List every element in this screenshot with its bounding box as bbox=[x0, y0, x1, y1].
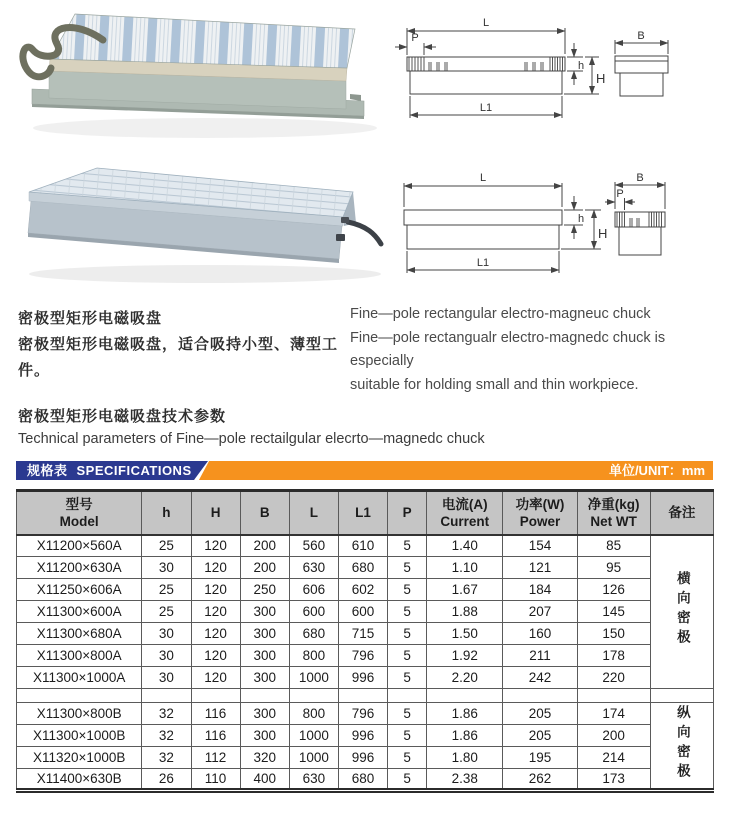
cell-P: 5 bbox=[388, 667, 427, 689]
cell-L1: 796 bbox=[338, 645, 387, 667]
cell-H: 120 bbox=[191, 645, 240, 667]
end-view-base bbox=[620, 73, 663, 96]
cell-weight: 200 bbox=[577, 725, 650, 747]
cell-H: 110 bbox=[191, 769, 240, 791]
cell-current: 2.20 bbox=[427, 667, 503, 689]
cell-P: 5 bbox=[388, 747, 427, 769]
cell-h: 30 bbox=[142, 623, 191, 645]
table-row bbox=[17, 703, 714, 725]
cell-h: 30 bbox=[142, 667, 191, 689]
spec-bar-unit: 单位/UNIT：mm bbox=[608, 463, 705, 478]
table-header-row bbox=[17, 491, 714, 535]
dim-label-L1: L1 bbox=[476, 257, 490, 269]
cell-L1: 996 bbox=[338, 725, 387, 747]
tech-heading-en: Technical parameters of Fine—pole rectailgular elecrto—magnedc chuck bbox=[18, 431, 485, 447]
specifications-table bbox=[16, 489, 714, 793]
cell-weight: 173 bbox=[577, 769, 650, 791]
spec-bar-title bbox=[27, 461, 201, 480]
cell-power: 160 bbox=[503, 623, 577, 645]
cell-current: 1.86 bbox=[427, 703, 503, 725]
col-header-current: 电流(A) Current bbox=[427, 491, 503, 535]
chuck-top-surface bbox=[50, 14, 355, 68]
cell-model: X11300×1000A bbox=[17, 667, 142, 689]
cell-P: 5 bbox=[388, 725, 427, 747]
cell-B: 300 bbox=[240, 703, 289, 725]
dim-label-B: B bbox=[637, 30, 645, 42]
cell-h: 30 bbox=[142, 557, 191, 579]
dim-extension bbox=[404, 183, 562, 207]
cell-H: 120 bbox=[191, 579, 240, 601]
cell-power: 211 bbox=[503, 645, 577, 667]
cell-L: 1000 bbox=[289, 667, 338, 689]
col-header-B: B bbox=[240, 491, 289, 535]
cell-L: 800 bbox=[289, 703, 338, 725]
col-header-L: L bbox=[289, 491, 338, 535]
table-row bbox=[17, 601, 714, 623]
cell-model: X11300×800A bbox=[17, 645, 142, 667]
table-row bbox=[17, 725, 714, 747]
cell-h: 32 bbox=[142, 703, 191, 725]
cell-current: 1.10 bbox=[427, 557, 503, 579]
cell-L: 560 bbox=[289, 535, 338, 557]
pole-stripes-left bbox=[409, 57, 447, 71]
table-row bbox=[17, 579, 714, 601]
cell-current: 1.80 bbox=[427, 747, 503, 769]
description-cn bbox=[18, 306, 348, 384]
cell-L1: 715 bbox=[338, 623, 387, 645]
cell-power: 154 bbox=[503, 535, 577, 557]
power-cable bbox=[348, 222, 381, 244]
col-header-L1: L1 bbox=[338, 491, 387, 535]
dim-label-P: P bbox=[411, 32, 419, 44]
table-row bbox=[17, 535, 714, 557]
side-view-base bbox=[410, 71, 562, 94]
cell-P: 5 bbox=[388, 645, 427, 667]
end-view-base bbox=[619, 227, 661, 255]
cell-weight: 214 bbox=[577, 747, 650, 769]
cell-H: 116 bbox=[191, 703, 240, 725]
cell-power: 205 bbox=[503, 703, 577, 725]
cell-h: 26 bbox=[142, 769, 191, 791]
cell-model: X11200×630A bbox=[17, 557, 142, 579]
cell-B: 300 bbox=[240, 667, 289, 689]
dim-label-h: h bbox=[578, 213, 585, 225]
side-view-base bbox=[407, 225, 559, 249]
chuck-mount-notch bbox=[350, 94, 361, 101]
cell-model: X11300×800B bbox=[17, 703, 142, 725]
cell-B: 300 bbox=[240, 645, 289, 667]
cell-model: X11300×680A bbox=[17, 623, 142, 645]
cable-terminal bbox=[336, 234, 345, 241]
description-en-body-2: suitable for holding small and thin workpiece. bbox=[350, 376, 639, 393]
cell-H: 120 bbox=[191, 601, 240, 623]
photo-shadow bbox=[33, 118, 377, 138]
cell-power: 262 bbox=[503, 769, 577, 791]
remark-vertical-text: 纵向密极 bbox=[674, 705, 690, 783]
cell-B: 320 bbox=[240, 747, 289, 769]
cell-weight: 126 bbox=[577, 579, 650, 601]
cell-B: 250 bbox=[240, 579, 289, 601]
cell-h: 25 bbox=[142, 601, 191, 623]
cell-L: 600 bbox=[289, 601, 338, 623]
cell-L1: 600 bbox=[338, 601, 387, 623]
cell-H: 120 bbox=[191, 535, 240, 557]
col-header-power: 功率(W) Power bbox=[503, 491, 577, 535]
cell-weight: 174 bbox=[577, 703, 650, 725]
cell-H: 120 bbox=[191, 623, 240, 645]
cell-L1: 996 bbox=[338, 747, 387, 769]
cell-H: 120 bbox=[191, 667, 240, 689]
dim-label-L1: L1 bbox=[479, 102, 493, 114]
col-header-h: h bbox=[142, 491, 191, 535]
photo-shadow bbox=[29, 265, 381, 283]
cell-L1: 610 bbox=[338, 535, 387, 557]
end-view-top-plate bbox=[615, 212, 665, 227]
cell-weight: 95 bbox=[577, 557, 650, 579]
cell-h: 32 bbox=[142, 725, 191, 747]
side-view-top-plate bbox=[404, 210, 562, 225]
remark-cell bbox=[650, 703, 713, 791]
cell-P: 5 bbox=[388, 703, 427, 725]
cell-power: 207 bbox=[503, 601, 577, 623]
cell-power: 205 bbox=[503, 725, 577, 747]
cell-B: 400 bbox=[240, 769, 289, 791]
spec-bar-title-cn: 规格表 bbox=[27, 463, 68, 478]
table-row bbox=[17, 623, 714, 645]
cell-L: 680 bbox=[289, 623, 338, 645]
product-photo-longitudinal-pole-chuck bbox=[15, 160, 393, 295]
dim-label-L: L bbox=[482, 17, 490, 29]
col-header-remark: 备注 bbox=[650, 491, 713, 535]
remark-cell bbox=[650, 535, 713, 689]
spacer-row bbox=[17, 689, 714, 703]
cell-L: 800 bbox=[289, 645, 338, 667]
cell-L1: 796 bbox=[338, 703, 387, 725]
spec-bar-title-en: SPECIFICATIONS bbox=[76, 463, 192, 478]
cell-model: X11300×600A bbox=[17, 601, 142, 623]
cell-P: 5 bbox=[388, 601, 427, 623]
col-header-P: P bbox=[388, 491, 427, 535]
cell-L1: 996 bbox=[338, 667, 387, 689]
end-view-top-plate bbox=[615, 56, 668, 73]
cable-terminal bbox=[341, 217, 349, 223]
cell-power: 242 bbox=[503, 667, 577, 689]
cell-weight: 145 bbox=[577, 601, 650, 623]
cell-weight: 220 bbox=[577, 667, 650, 689]
cell-h: 25 bbox=[142, 535, 191, 557]
cell-model: X11200×560A bbox=[17, 535, 142, 557]
cell-P: 5 bbox=[388, 579, 427, 601]
dim-label-B: B bbox=[636, 172, 644, 184]
dim-label-L: L bbox=[479, 172, 487, 184]
description-en-title: Fine—pole rectangular electro-magneuc chuck bbox=[350, 306, 651, 322]
col-header-H: H bbox=[191, 491, 240, 535]
description-en-body-1: Fine—pole rectangualr electro-magnedc chuck is especially bbox=[350, 329, 666, 369]
cell-model: X11400×630B bbox=[17, 769, 142, 791]
description-cn-body: 密极型矩形电磁吸盘，适合吸持小型、薄型工件。 bbox=[18, 336, 339, 379]
col-header-model: 型号 Model bbox=[17, 491, 142, 535]
remark-vertical-text: 横向密极 bbox=[674, 571, 690, 650]
col-header-weight: 净重(kg) Net WT bbox=[577, 491, 650, 535]
cell-H: 112 bbox=[191, 747, 240, 769]
cell-L: 1000 bbox=[289, 725, 338, 747]
description-en bbox=[350, 303, 724, 397]
dim-extension bbox=[407, 28, 565, 54]
cell-P: 5 bbox=[388, 769, 427, 791]
pole-stripes-right bbox=[525, 57, 563, 71]
dim-label-H: H bbox=[598, 226, 608, 241]
cell-L: 630 bbox=[289, 557, 338, 579]
table-row bbox=[17, 557, 714, 579]
pole-stripes-end-view bbox=[617, 212, 662, 227]
dimension-diagram-type-b bbox=[393, 162, 725, 302]
cell-weight: 178 bbox=[577, 645, 650, 667]
cell-current: 1.86 bbox=[427, 725, 503, 747]
cell-current: 1.67 bbox=[427, 579, 503, 601]
cell-power: 195 bbox=[503, 747, 577, 769]
table-row bbox=[17, 769, 714, 791]
cell-power: 121 bbox=[503, 557, 577, 579]
product-photo-transverse-pole-chuck bbox=[5, 2, 377, 155]
cell-L1: 602 bbox=[338, 579, 387, 601]
cell-B: 300 bbox=[240, 623, 289, 645]
dim-extension bbox=[407, 43, 424, 55]
tech-heading bbox=[18, 405, 718, 447]
cell-weight: 85 bbox=[577, 535, 650, 557]
cell-h: 32 bbox=[142, 747, 191, 769]
dim-label-H: H bbox=[596, 71, 606, 86]
cell-B: 200 bbox=[240, 535, 289, 557]
table-row bbox=[17, 645, 714, 667]
table-row bbox=[17, 747, 714, 769]
cell-B: 300 bbox=[240, 725, 289, 747]
cell-model: X11300×1000B bbox=[17, 725, 142, 747]
cell-h: 30 bbox=[142, 645, 191, 667]
cell-B: 200 bbox=[240, 557, 289, 579]
dimension-diagram-type-a bbox=[393, 10, 725, 140]
cell-current: 1.92 bbox=[427, 645, 503, 667]
cell-current: 1.50 bbox=[427, 623, 503, 645]
table-row bbox=[17, 667, 714, 689]
cell-current: 1.88 bbox=[427, 601, 503, 623]
cell-P: 5 bbox=[388, 557, 427, 579]
dim-extension bbox=[615, 40, 668, 54]
cell-current: 2.38 bbox=[427, 769, 503, 791]
cell-L1: 680 bbox=[338, 557, 387, 579]
dim-label-h: h bbox=[578, 60, 585, 72]
cell-power: 184 bbox=[503, 579, 577, 601]
cell-H: 116 bbox=[191, 725, 240, 747]
specifications-bar bbox=[16, 461, 713, 480]
cell-model: X11320×1000B bbox=[17, 747, 142, 769]
dim-label-P: P bbox=[616, 188, 624, 200]
spec-table-body bbox=[17, 535, 714, 791]
cell-P: 5 bbox=[388, 623, 427, 645]
cell-L: 630 bbox=[289, 769, 338, 791]
cell-h: 25 bbox=[142, 579, 191, 601]
cell-B: 300 bbox=[240, 601, 289, 623]
tech-heading-cn: 密极型矩形电磁吸盘技术参数 bbox=[18, 408, 227, 425]
cell-L1: 680 bbox=[338, 769, 387, 791]
cell-model: X11250×606A bbox=[17, 579, 142, 601]
cell-current: 1.40 bbox=[427, 535, 503, 557]
cell-H: 120 bbox=[191, 557, 240, 579]
cell-L: 606 bbox=[289, 579, 338, 601]
description-cn-title: 密极型矩形电磁吸盘 bbox=[18, 310, 163, 327]
cell-L: 1000 bbox=[289, 747, 338, 769]
cell-P: 5 bbox=[388, 535, 427, 557]
cell-weight: 150 bbox=[577, 623, 650, 645]
